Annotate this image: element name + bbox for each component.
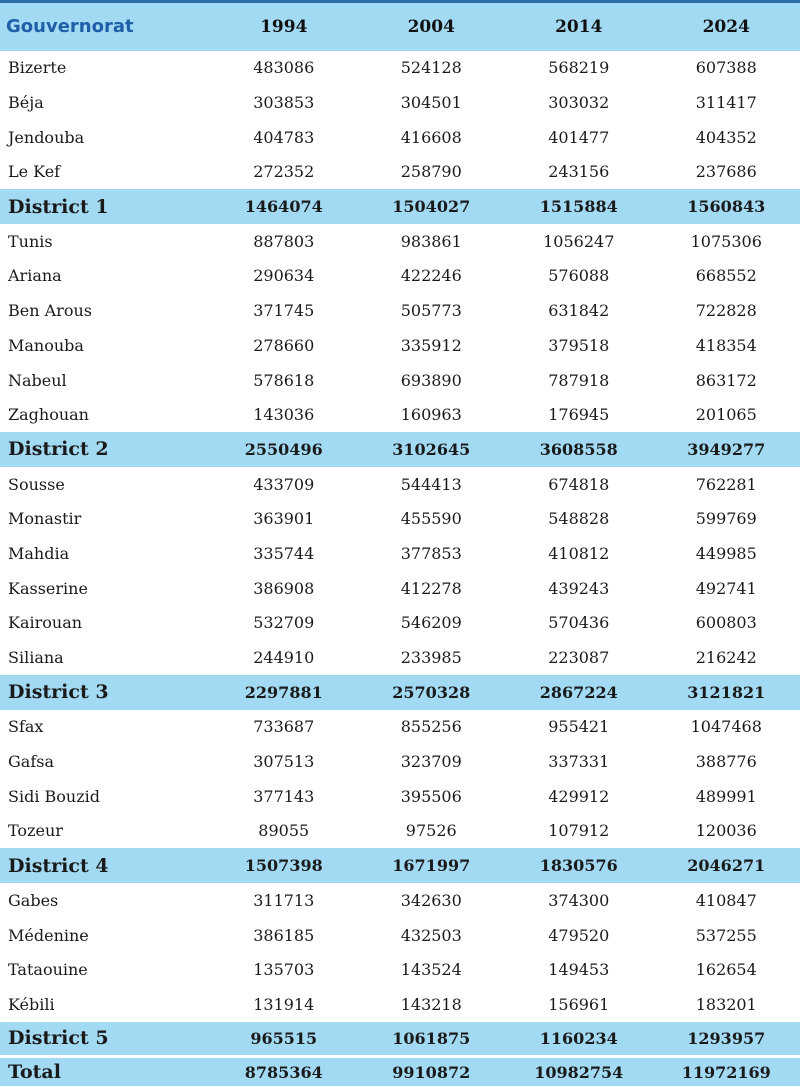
population-value-2024: 183201 [695,994,757,1014]
table-row [0,467,800,502]
population-value-2004: 143218 [400,994,462,1014]
population-value-2004: 335912 [400,335,462,355]
gouvernorat-name: Béja [8,93,44,113]
district-subtotal-row [0,848,800,883]
population-value-2004: 693890 [400,370,462,390]
district-name: District 1 [8,195,109,218]
population-value-1994: 143036 [253,405,315,425]
district-name: District 2 [8,438,109,461]
population-value-1994: 578618 [253,370,315,390]
population-value-1994: 272352 [253,162,315,182]
gouvernorat-name: Tunis [8,231,53,251]
population-value-2024: 1293957 [687,1028,766,1048]
population-value-2004: 455590 [400,509,462,529]
gouvernorat-name: Gabes [8,890,59,910]
population-value-2004: 1061875 [392,1028,471,1048]
population-value-2004: 395506 [400,786,462,806]
gouvernorat-name: Sidi Bouzid [8,786,101,806]
population-value-2014: 1056247 [543,231,615,251]
population-value-2014: 337331 [548,752,610,772]
population-value-1994: 2297881 [244,682,323,702]
population-value-2014: 374300 [548,890,610,910]
gouvernorat-name: Tozeur [8,821,63,841]
district-subtotal-row [0,189,800,224]
population-value-2014: 570436 [548,613,610,633]
population-value-2014: 149453 [548,960,610,980]
population-value-2014: 631842 [548,301,610,321]
table-row [0,814,800,849]
population-value-2014: 479520 [548,925,610,945]
population-value-2004: 546209 [400,613,462,633]
population-value-2024: 162654 [695,960,757,980]
population-value-2014: 2867224 [539,682,618,702]
population-value-2024: 418354 [695,335,757,355]
gouvernorat-name: Ariana [8,266,62,286]
population-value-2024: 600803 [695,613,757,633]
population-value-2004: 432503 [400,925,462,945]
gouvernorat-name: Siliana [8,648,64,668]
population-value-2014: 223087 [548,648,610,668]
population-value-2024: 201065 [695,405,757,425]
population-value-2004: 258790 [400,162,462,182]
table-body [0,51,800,1087]
population-value-2014: 243156 [548,162,610,182]
district-name: District 3 [8,681,109,704]
population-value-2004: 233985 [400,648,462,668]
population-value-2024: 599769 [695,509,757,529]
table-row [0,155,800,190]
population-value-1994: 244910 [253,648,315,668]
table-row [0,710,800,745]
population-value-2004: 855256 [400,717,462,737]
population-value-2004: 1671997 [392,856,471,876]
population-value-1994: 2550496 [244,439,323,459]
population-value-2014: 548828 [548,509,610,529]
population-value-2014: 429912 [548,786,610,806]
table-row [0,51,800,86]
population-value-2014: 787918 [548,370,610,390]
district-subtotal-row [0,675,800,710]
population-value-2014: 576088 [548,266,610,286]
population-value-2004: 342630 [400,890,462,910]
table-row [0,120,800,155]
gouvernorat-name: Mahdia [8,543,70,563]
population-value-2024: 388776 [695,752,757,772]
population-value-2004: 416608 [400,127,462,147]
population-value-1994: 363901 [253,509,315,529]
population-value-2024: 2046271 [687,856,766,876]
population-value-2024: 1047468 [690,717,762,737]
population-value-2024: 11972169 [681,1062,771,1082]
column-header-gouvernorat: Gouvernorat [6,16,134,38]
population-value-1994: 335744 [253,543,315,563]
population-value-2004: 97526 [405,821,457,841]
population-value-2024: 3121821 [687,682,766,702]
population-value-2014: 674818 [548,474,610,494]
population-value-1994: 386908 [253,578,315,598]
column-header-year: 2014 [555,16,603,37]
table-header [0,2,800,51]
population-value-1994: 131914 [253,994,315,1014]
total-row [0,1056,800,1086]
table-row [0,918,800,953]
population-value-2024: 216242 [695,648,757,668]
population-value-2004: 9910872 [392,1062,471,1082]
population-value-2004: 160963 [400,405,462,425]
district-name: District 4 [8,854,109,877]
population-value-1994: 483086 [253,58,315,78]
population-value-2004: 1504027 [392,197,471,217]
population-value-2024: 762281 [695,474,757,494]
table-row [0,397,800,432]
table-row [0,85,800,120]
population-value-2024: 311417 [695,93,757,113]
gouvernorat-name: Monastir [8,509,82,529]
population-value-2014: 401477 [548,127,610,147]
population-value-1994: 386185 [253,925,315,945]
population-value-2014: 10982754 [534,1062,624,1082]
population-value-2014: 439243 [548,578,610,598]
population-value-2024: 489991 [695,786,757,806]
population-value-1994: 89055 [258,821,310,841]
table-row [0,536,800,571]
population-value-1994: 733687 [253,717,315,737]
total-label: Total [8,1061,61,1084]
population-value-1994: 887803 [253,231,315,251]
population-value-2014: 1830576 [539,856,618,876]
population-value-2014: 303032 [548,93,610,113]
population-value-1994: 290634 [253,266,315,286]
population-value-1994: 965515 [250,1028,318,1048]
district-subtotal-row [0,432,800,467]
population-value-2004: 422246 [400,266,462,286]
column-header-year: 1994 [260,16,308,37]
population-value-2004: 2570328 [392,682,471,702]
district-name: District 5 [8,1027,109,1050]
column-header-year: 2004 [407,16,455,37]
population-value-2024: 1560843 [687,197,766,217]
gouvernorat-name: Kairouan [8,613,83,633]
population-value-1994: 1464074 [244,197,323,217]
population-value-2024: 449985 [695,543,757,563]
table-row [0,328,800,363]
population-value-1994: 8785364 [244,1062,323,1082]
population-value-2014: 1160234 [539,1028,618,1048]
population-value-1994: 307513 [253,752,315,772]
table-row [0,571,800,606]
population-value-1994: 532709 [253,613,315,633]
population-value-2004: 304501 [400,93,462,113]
population-value-2014: 107912 [548,821,610,841]
population-value-2024: 607388 [695,58,757,78]
gouvernorat-name: Kasserine [8,578,88,598]
table-row [0,606,800,641]
gouvernorat-name: Le Kef [8,162,61,182]
population-value-2004: 524128 [400,58,462,78]
district-subtotal-row [0,1022,800,1057]
gouvernorat-name: Jendouba [8,127,85,147]
population-value-1994: 377143 [253,786,315,806]
population-value-2024: 237686 [695,162,757,182]
population-value-2014: 955421 [548,717,610,737]
population-value-2004: 505773 [400,301,462,321]
table-row [0,744,800,779]
table-row [0,224,800,259]
gouvernorat-name: Ben Arous [8,301,92,321]
table-row [0,363,800,398]
population-value-1994: 433709 [253,474,315,494]
population-value-1994: 303853 [253,93,315,113]
population-value-2024: 404352 [695,127,757,147]
population-value-1994: 1507398 [244,856,323,876]
column-header-year: 2024 [702,16,750,37]
population-value-2024: 537255 [695,925,757,945]
gouvernorat-name: Bizerte [8,58,67,78]
table-row [0,779,800,814]
population-value-2024: 3949277 [687,439,766,459]
population-value-2014: 410812 [548,543,610,563]
population-value-1994: 404783 [253,127,315,147]
population-value-2014: 379518 [548,335,610,355]
population-value-1994: 311713 [253,890,315,910]
population-value-2014: 176945 [548,405,610,425]
population-value-1994: 278660 [253,335,315,355]
population-value-2004: 983861 [400,231,462,251]
population-value-2004: 544413 [400,474,462,494]
gouvernorat-name: Manouba [8,335,84,355]
population-value-1994: 135703 [253,960,315,980]
header-row [0,2,800,51]
population-value-2004: 143524 [400,960,462,980]
population-value-2014: 3608558 [539,439,618,459]
table-row [0,883,800,918]
table-row [0,501,800,536]
population-value-2004: 3102645 [392,439,471,459]
population-value-2014: 156961 [548,994,610,1014]
gouvernorat-name: Zaghouan [8,405,89,425]
population-value-2024: 722828 [695,301,757,321]
population-value-2024: 863172 [695,370,757,390]
gouvernorat-name: Tataouine [8,960,88,980]
table-row [0,987,800,1022]
gouvernorat-name: Médenine [8,925,89,945]
population-value-2014: 1515884 [539,197,618,217]
table-row [0,640,800,675]
table-row [0,952,800,987]
gouvernorat-name: Gafsa [8,752,54,772]
table-row [0,259,800,294]
population-value-1994: 371745 [253,301,315,321]
table-row [0,293,800,328]
population-value-2024: 492741 [695,578,757,598]
population-value-2024: 120036 [695,821,757,841]
population-value-2004: 377853 [400,543,462,563]
gouvernorat-name: Kébili [8,994,55,1014]
population-value-2004: 412278 [400,578,462,598]
gouvernorat-name: Sousse [8,474,65,494]
population-value-2024: 1075306 [690,231,762,251]
population-value-2024: 410847 [695,890,757,910]
population-value-2024: 668552 [695,266,757,286]
population-value-2004: 323709 [400,752,462,772]
population-value-2014: 568219 [548,58,610,78]
gouvernorat-name: Nabeul [8,370,67,390]
gouvernorat-name: Sfax [8,717,44,737]
